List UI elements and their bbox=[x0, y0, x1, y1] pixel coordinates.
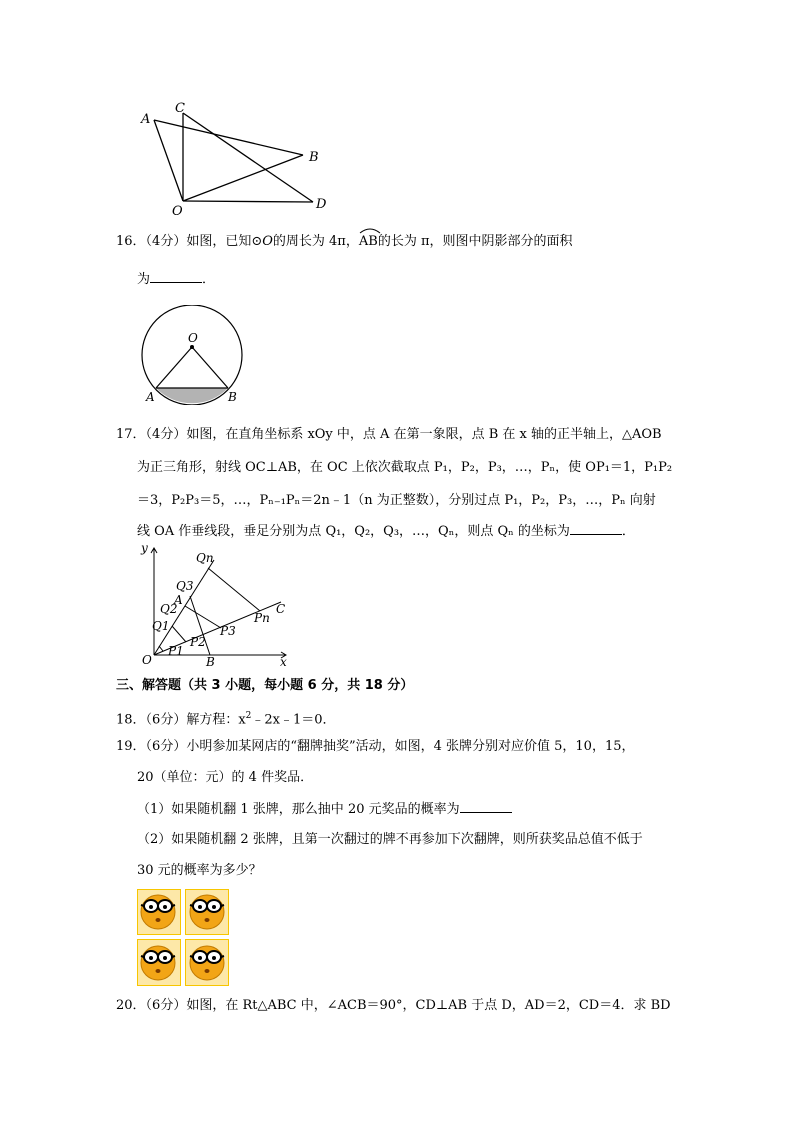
label-B: B bbox=[309, 150, 319, 165]
question-17-line1: 17．（4分）如图，在直角坐标系 xOy 中，点 A 在第一象限，点 B 在 x 轴的正半轴上，△AOB bbox=[116, 427, 662, 442]
section-3-heading: 三、解答题（共 3 小题，每小题 6 分，共 18 分） bbox=[116, 678, 414, 693]
label-P3: P3 bbox=[220, 624, 236, 638]
question-17-line2: 为正三角形，射线 OC⊥AB，在 OC 上依次截取点 P₁，P₂，P₃，…，Pₙ，使 OP₁＝1，P₁P₂ bbox=[137, 460, 673, 475]
question-19-sub2: （2）如果随机翻 2 张牌，且第一次翻过的牌不再参加下次翻牌，则所获奖品总值不低于 bbox=[137, 832, 643, 847]
question-19-sub1: （1）如果随机翻 1 张牌，那么抽中 20 元奖品的概率为 bbox=[137, 800, 512, 819]
figure-17 bbox=[138, 540, 298, 670]
q16-number: 16． bbox=[116, 234, 146, 249]
label-Q3: Q3 bbox=[176, 579, 194, 593]
label-x: x bbox=[280, 655, 287, 669]
question-18: 18．（6分）解方程：$x^2﹣2x﹣1=0$． bbox=[116, 711, 336, 728]
question-16-line1 bbox=[116, 233, 573, 251]
label-C: C bbox=[175, 101, 185, 116]
label-Pn: Pn bbox=[254, 611, 270, 625]
q16-text-a: 如图，已知⊙ bbox=[186, 234, 263, 249]
q16-text-b: 的周长为 4π， bbox=[272, 234, 359, 249]
answer-blank-17[interactable] bbox=[570, 522, 622, 535]
label-y: y bbox=[141, 541, 148, 555]
label-D: D bbox=[316, 197, 327, 212]
label-Qn: Qn bbox=[196, 551, 214, 565]
label-A: A bbox=[146, 390, 155, 404]
card-2[interactable] bbox=[186, 890, 228, 934]
question-19-line2: 20（单位：元）的 4 件奖品． bbox=[137, 770, 314, 785]
answer-blank-16[interactable] bbox=[150, 270, 202, 283]
card-grid-image bbox=[137, 889, 229, 986]
label-C: C bbox=[276, 602, 286, 616]
arc-ab-label: AB bbox=[359, 233, 378, 251]
label-P1: P1 bbox=[168, 644, 184, 658]
question-17-line3: ＝3，P₂P₃＝5，…，Pₙ₋₁Pₙ＝2n﹣1（n 为正整数），分别过点 P₁，P₂，P₃，…，Pₙ 向射 bbox=[137, 493, 656, 508]
label-Q1: Q1 bbox=[152, 619, 170, 633]
question-20-line1: 20．（6分）如图，在 Rt△ABC 中，∠ACB＝90°，CD⊥AB 于点 D，AD＝2，CD＝4．求 BD bbox=[116, 998, 671, 1013]
label-B: B bbox=[206, 655, 215, 669]
question-19-sub2-line2: 30 元的概率为多少？ bbox=[137, 863, 262, 878]
figure-15 bbox=[130, 95, 340, 220]
card-3[interactable] bbox=[138, 940, 180, 985]
label-P2: P2 bbox=[190, 635, 206, 649]
label-Q2: Q2 bbox=[160, 602, 178, 616]
card-4[interactable] bbox=[186, 940, 228, 985]
label-O: O bbox=[188, 331, 198, 345]
label-B: B bbox=[228, 390, 237, 404]
label-A: A bbox=[141, 112, 151, 127]
q16-text-c: 的长为 π，则图中阴影部分的面积 bbox=[377, 234, 573, 249]
question-17-line4: 线 OA 作垂线段，垂足分别为点 Q₁，Q₂，Q₃，…，Qₙ，则点 Qₙ 的坐标为 ． bbox=[137, 524, 635, 539]
question-16-line2: 为 ． bbox=[137, 272, 216, 287]
card-1[interactable] bbox=[138, 890, 180, 934]
question-19-line1: 19．（6分）小明参加某网店的“翻牌抽奖”活动，如图，4 张牌分别对应价值 5，10，15， bbox=[116, 739, 635, 754]
q16-o-label: O bbox=[262, 234, 273, 249]
shaded-segment bbox=[156, 388, 228, 403]
answer-blank-19-1[interactable] bbox=[460, 800, 512, 813]
label-O: O bbox=[142, 653, 152, 667]
label-A: A bbox=[174, 593, 183, 607]
label-O: O bbox=[172, 204, 183, 219]
q16-score: （4分） bbox=[145, 234, 187, 249]
figure-16 bbox=[138, 305, 248, 405]
